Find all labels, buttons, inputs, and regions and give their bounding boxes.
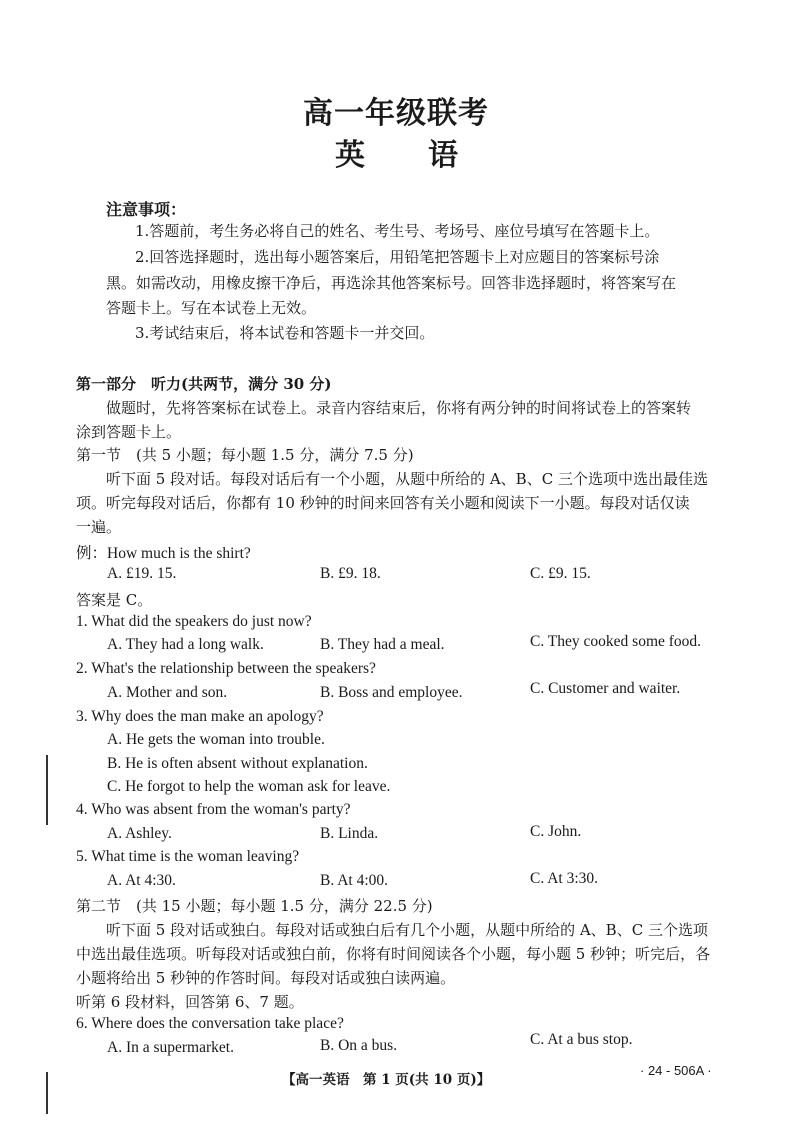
question-4-option-a: A. Ashley. bbox=[107, 825, 172, 842]
section2-instructions-line-2: 中选出最佳选项。听每段对话或独白前，你将有时间阅读各个小题，每小题 5 秒钟；听完后，各 bbox=[76, 945, 711, 963]
section1-heading: 第一节 (共 5 小题；每小题 1.5 分，满分 7.5 分) bbox=[76, 446, 414, 464]
question-6: 6. Where does the conversation take place? bbox=[76, 1015, 344, 1032]
question-2-option-b: B. Boss and employee. bbox=[320, 684, 463, 701]
question-6-option-b: B. On a bus. bbox=[320, 1037, 398, 1054]
binding-mark-upper bbox=[46, 755, 48, 825]
example-option-c: C. £9. 15. bbox=[530, 565, 591, 582]
part1-heading: 第一部分 听力(共两节，满分 30 分) bbox=[76, 375, 332, 393]
example-option-a: A. £19. 15. bbox=[107, 565, 177, 582]
notice-item-2-line-2: 黑。如需改动，用橡皮擦干净后，再选涂其他答案标号。回答非选择题时，将答案写在 bbox=[106, 274, 677, 292]
question-3-option-b: B. He is often absent without explanation. bbox=[107, 755, 368, 772]
example-answer: 答案是 C。 bbox=[76, 591, 153, 609]
part1-intro-line-2: 涂到答题卡上。 bbox=[76, 423, 182, 441]
section2-instructions-line-3: 小题将给出 5 秒钟的作答时间。每段对话或独白读两遍。 bbox=[76, 969, 456, 987]
part1-intro-line-1: 做题时，先将答案标在试卷上。录音内容结束后，你将有两分钟的时间将试卷上的答案转 bbox=[106, 399, 692, 417]
section2-heading: 第二节 (共 15 小题；每小题 1.5 分，满分 22.5 分) bbox=[76, 897, 433, 915]
notice-item-2-line-3: 答题卡上。写在本试卷上无效。 bbox=[106, 299, 317, 317]
section1-instructions-line-1: 听下面 5 段对话。每段对话后有一个小题，从题中所给的 A、B、C 三个选项中选出最佳选 bbox=[106, 470, 708, 488]
binding-mark-lower bbox=[46, 1072, 48, 1114]
section1-instructions-line-2: 项。听完每段对话后，你都有 10 秒钟的时间来回答有关小题和阅读下一小题。每段对话仅读 bbox=[76, 494, 690, 512]
subject-char-2: 语 bbox=[428, 138, 458, 173]
section2-instructions-line-1: 听下面 5 段对话或独白。每段对话或独白后有几个小题，从题中所给的 A、B、C 三个选项 bbox=[106, 921, 708, 939]
question-1-option-a: A. They had a long walk. bbox=[107, 636, 264, 653]
question-2: 2. What's the relationship between the speakers? bbox=[76, 660, 376, 677]
material-6-instruction: 听第 6 段材料，回答第 6、7 题。 bbox=[76, 993, 304, 1011]
question-6-option-a: A. In a supermarket. bbox=[107, 1039, 234, 1056]
question-6-option-c: C. At a bus stop. bbox=[530, 1031, 633, 1048]
notice-item-2-line-1: 2.回答选择题时，选出每小题答案后，用铅笔把答题卡上对应题目的答案标号涂 bbox=[135, 248, 660, 266]
question-4-option-c: C. John. bbox=[530, 823, 582, 840]
question-2-option-a: A. Mother and son. bbox=[107, 684, 228, 701]
question-5: 5. What time is the woman leaving? bbox=[76, 848, 300, 865]
notice-item-3: 3.考试结束后，将本试卷和答题卡一并交回。 bbox=[135, 324, 435, 342]
question-4: 4. Who was absent from the woman's party? bbox=[76, 801, 351, 818]
example-option-b: B. £9. 18. bbox=[320, 565, 381, 582]
exam-code: · 24 - 506A · bbox=[640, 1063, 712, 1078]
question-3: 3. Why does the man make an apology? bbox=[76, 708, 324, 725]
question-5-option-b: B. At 4:00. bbox=[320, 872, 389, 889]
exam-title: 高一年级联考 bbox=[303, 96, 489, 131]
question-3-option-a: A. He gets the woman into trouble. bbox=[107, 731, 325, 748]
notice-item-1: 1.答题前，考生务必将自己的姓名、考生号、考场号、座位号填写在答题卡上。 bbox=[135, 222, 660, 240]
page-footer: 【高一英语 第 1 页(共 10 页)】 bbox=[282, 1072, 491, 1088]
question-1: 1. What did the speakers do just now? bbox=[76, 613, 312, 630]
notice-heading: 注意事项： bbox=[106, 200, 187, 219]
question-5-option-a: A. At 4:30. bbox=[107, 872, 176, 889]
example-question: 例：How much is the shirt? bbox=[76, 545, 251, 562]
question-1-option-c: C. They cooked some food. bbox=[530, 633, 702, 650]
question-3-option-c: C. He forgot to help the woman ask for leave. bbox=[107, 778, 391, 795]
question-1-option-b: B. They had a meal. bbox=[320, 636, 445, 653]
subject-char-1: 英 bbox=[335, 138, 365, 173]
question-2-option-c: C. Customer and waiter. bbox=[530, 680, 681, 697]
question-4-option-b: B. Linda. bbox=[320, 825, 379, 842]
question-5-option-c: C. At 3:30. bbox=[530, 870, 599, 887]
section1-instructions-line-3: 一遍。 bbox=[76, 518, 122, 536]
